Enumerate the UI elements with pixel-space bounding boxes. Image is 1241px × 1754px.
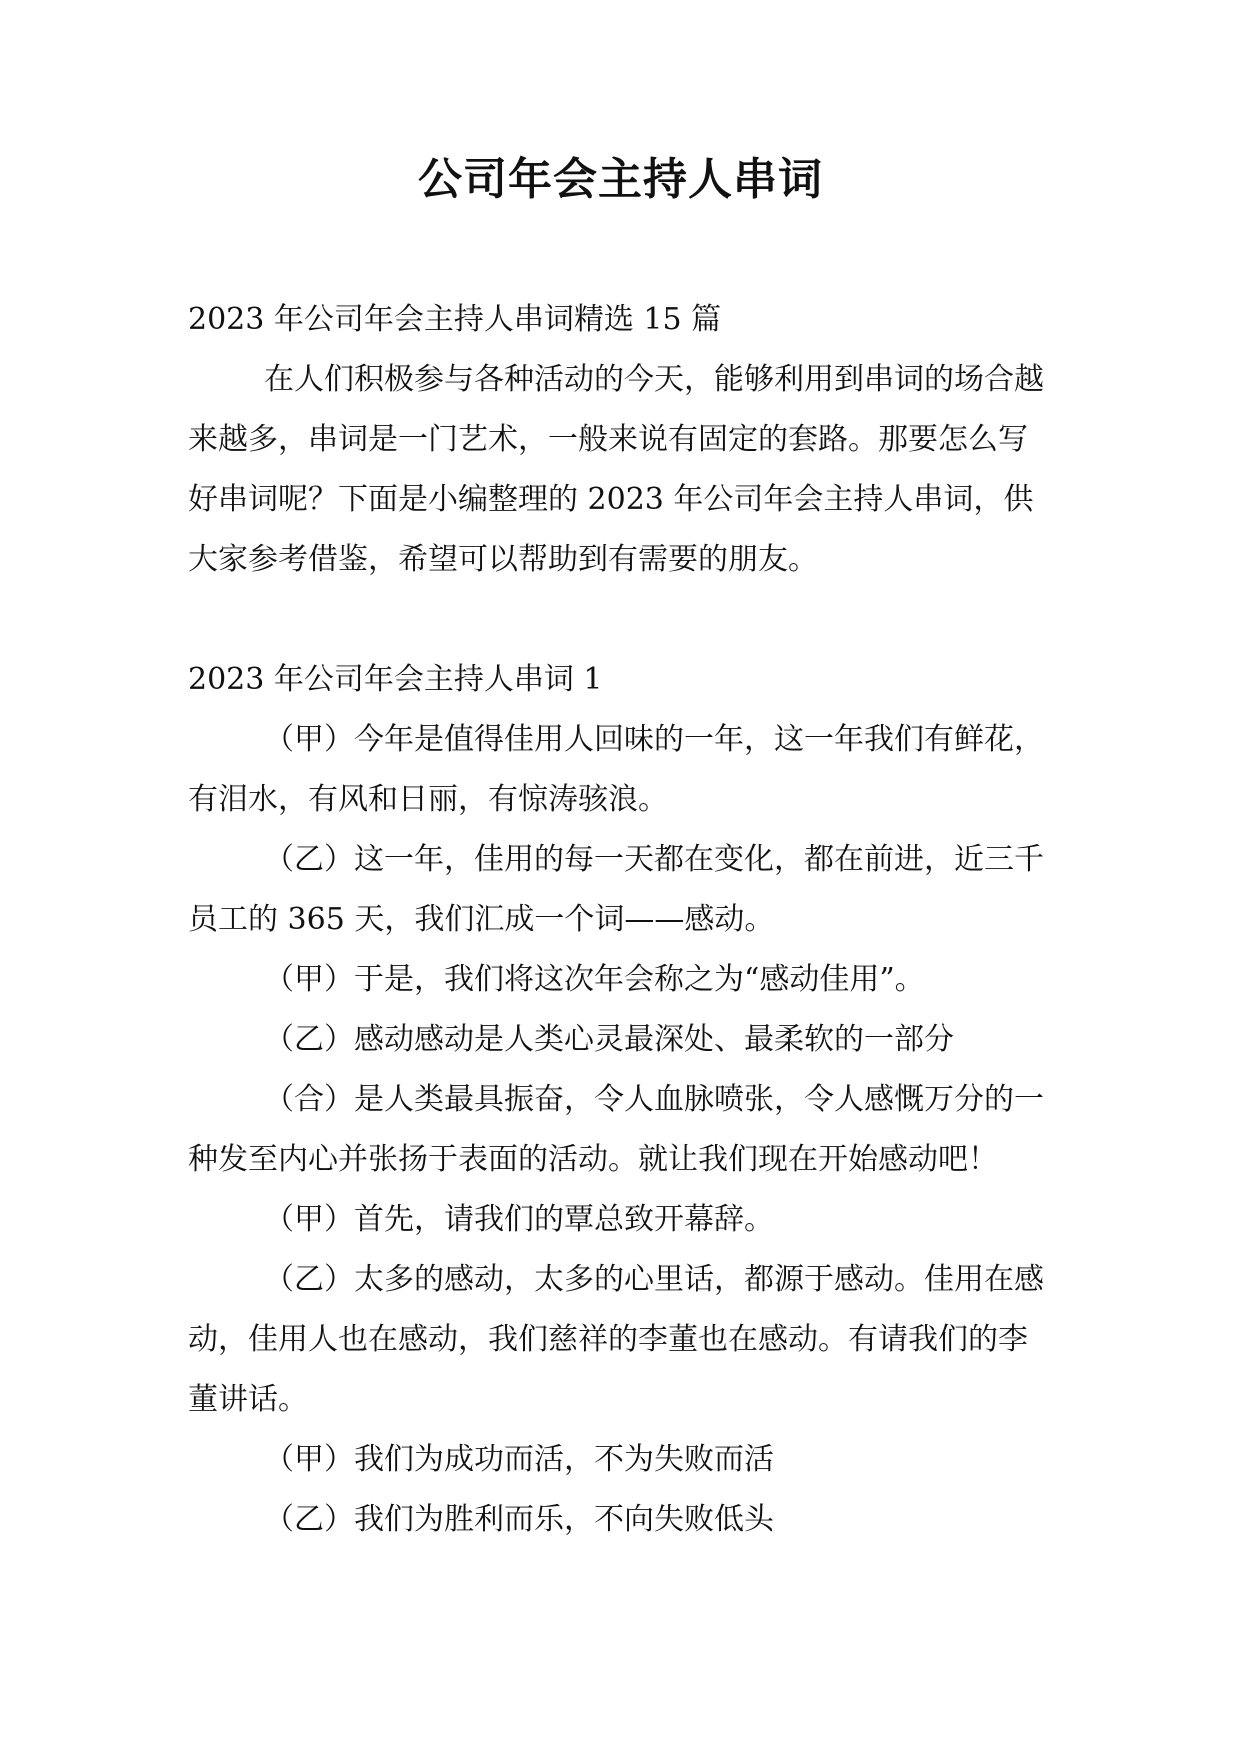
- script-paragraph: （合）是人类最具振奋，令人血脉喷张，令人感慨万分的一种发至内心并张扬于表面的活动。就让我们现在开始感动吧！: [188, 1082, 1044, 1177]
- script-paragraph: （甲）首先，请我们的覃总致开幕辞。: [264, 1202, 774, 1237]
- script-paragraph: （乙）感动感动是人类心灵最深处、最柔软的一部分: [264, 1022, 954, 1057]
- intro-paragraph: 在人们积极参与各种活动的今天，能够利用到串词的场合越来越多，串词是一门艺术，一般来说有固定的套路。那要怎么写好串词呢？下面是小编整理的 2023 年公司年会主持人串词，供大家参考借鉴，希望可以帮助到有需要的朋友。: [188, 362, 1044, 577]
- script-paragraph: （乙）太多的感动，太多的心里话，都源于感动。佳用在感动，佳用人也在感动，我们慈祥的李董也在感动。有请我们的李董讲话。: [188, 1262, 1044, 1417]
- script-paragraph: （乙）我们为胜利而乐，不向失败低头: [264, 1502, 774, 1537]
- script-paragraph: （甲）于是，我们将这次年会称之为“感动佳用”。: [264, 962, 925, 997]
- section-heading: 2023 年公司年会主持人串词 1: [188, 662, 603, 697]
- document-body: [188, 290, 1054, 1550]
- script-paragraph: （甲）今年是值得佳用人回味的一年，这一年我们有鲜花，有泪水，有风和日丽，有惊涛骇浪。: [188, 722, 1044, 817]
- script-paragraph: （乙）这一年，佳用的每一天都在变化，都在前进，近三千员工的 365 天，我们汇成一个词——感动。: [188, 842, 1044, 937]
- document-title: 公司年会主持人串词: [418, 154, 823, 205]
- document-subtitle: 2023 年公司年会主持人串词精选 15 篇: [188, 302, 722, 337]
- script-paragraph: （甲）我们为成功而活，不为失败而活: [264, 1442, 774, 1477]
